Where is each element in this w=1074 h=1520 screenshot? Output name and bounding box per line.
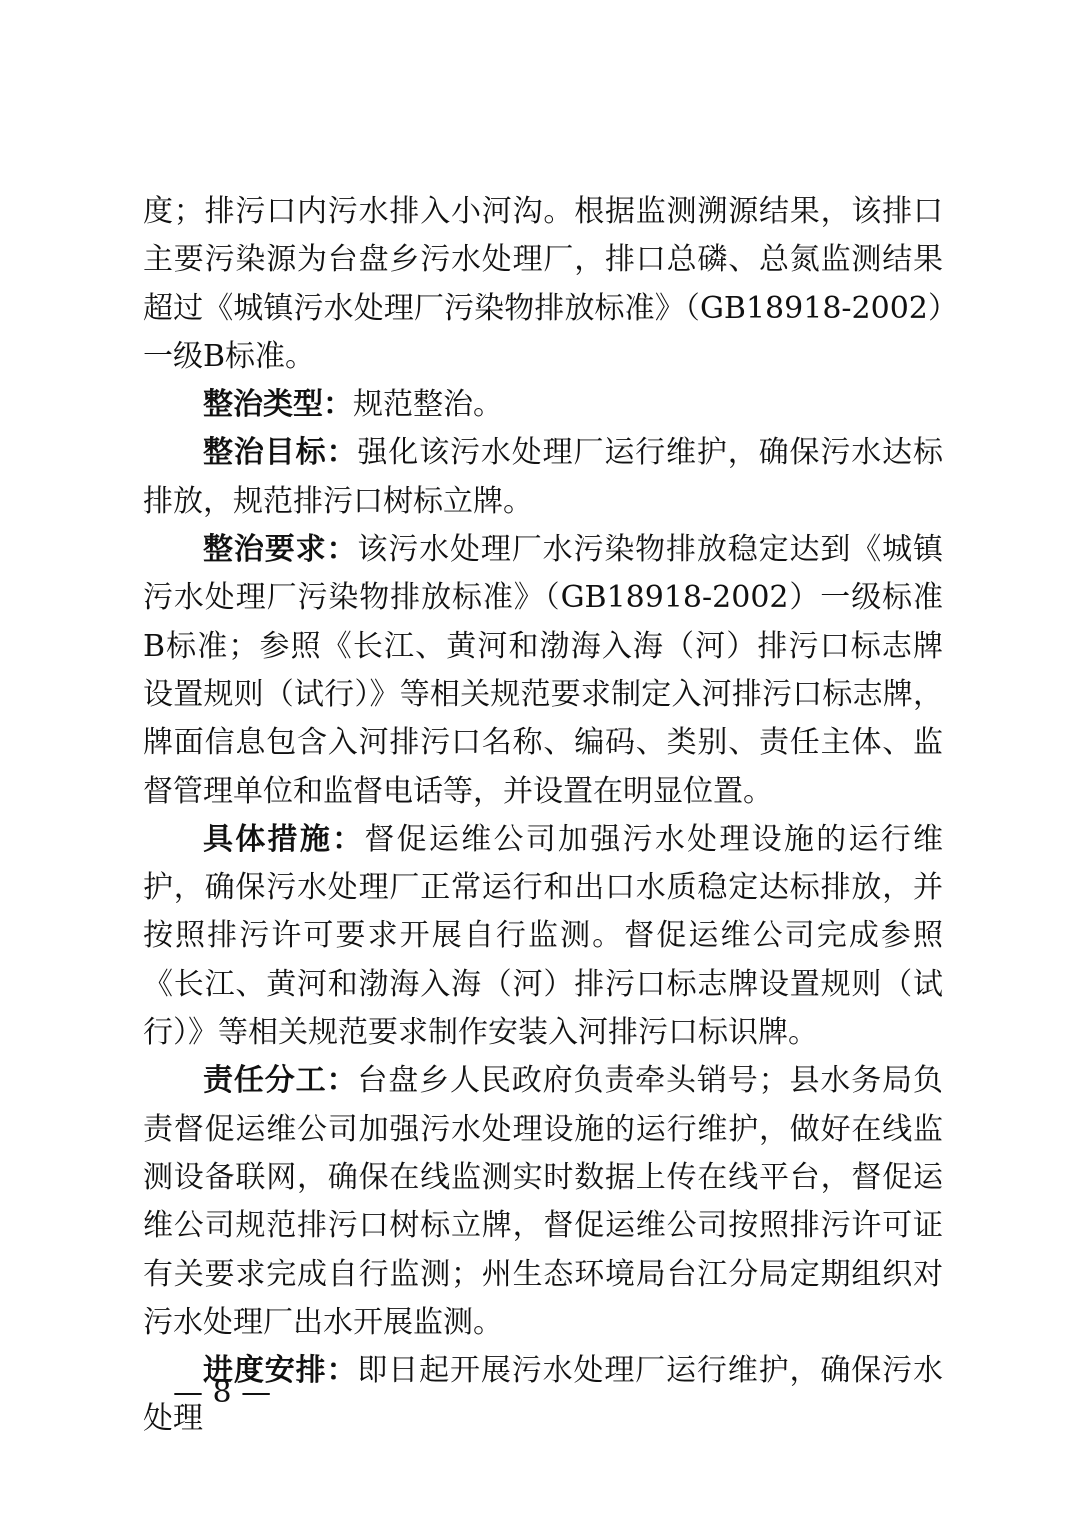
paragraph-responsibility-division (143, 1057, 943, 1347)
paragraph-label: 进度安排： (203, 1353, 358, 1389)
paragraph-remediation-goal (143, 429, 943, 526)
paragraph-text: 规范整治。 (353, 387, 503, 423)
paragraph-label: 整治类型： (203, 387, 353, 423)
paragraph-text: 该污水处理厂水污染物排放稳定达到《城镇污水处理厂污染物排放标准》（GB18918-2002）一级标准B标准；参照《长江、黄河和渤海入海（河）排污口标志牌设置规则（试行）》等相关规范要求制定入河排污口标志牌，牌面信息包含入河排污口名称、编码、类别、责任主体、监督管理单位和监督电话等，并设置在明显位置。 (143, 532, 944, 809)
paragraph-label: 整治要求： (203, 532, 358, 568)
paragraph-label: 整治目标： (203, 435, 358, 471)
paragraph-text: 强化该污水处理厂运行维护，确保污水达标排放，规范排污口树标立牌。 (143, 435, 944, 519)
document-body (143, 188, 943, 1444)
paragraph-remediation-type (143, 381, 943, 429)
paragraph-text: 即日起开展污水处理厂运行维护，确保污水处理 (143, 1353, 944, 1437)
page-number: — 8 — (173, 1375, 272, 1410)
paragraph-label: 责任分工： (203, 1063, 358, 1099)
paragraph-text: 督促运维公司加强污水处理设施的运行维护，确保污水处理厂正常运行和出口水质稳定达标排放，并按照排污许可要求开展自行监测。督促运维公司完成参照《长江、黄河和渤海入海（河）排污口标志牌设置规则（试行）》等相关规范要求制作安装入河排污口标识牌。 (143, 821, 944, 1051)
paragraph-specific-measures (143, 816, 943, 1057)
paragraph-remediation-requirements (143, 526, 943, 816)
paragraph-label: 具体措施： (203, 821, 365, 857)
paragraph-text: 台盘乡人民政府负责牵头销号；县水务局负责督促运维公司加强污水处理设施的运行维护，做好在线监测设备联网，确保在线监测实时数据上传在线平台，督促运维公司规范排污口树标立牌，督促运维公司按照排污许可证有关要求完成自行监测；州生态环境局台江分局定期组织对污水处理厂出水开展监测。 (143, 1063, 944, 1340)
paragraph-text: 度；排污口内污水排入小河沟。根据监测溯源结果，该排口主要污染源为台盘乡污水处理厂，排口总磷、总氮监测结果超过《城镇污水处理厂污染物排放标准》（GB18918-2002）一级B标准。 (143, 194, 943, 374)
paragraph-continuation (143, 188, 943, 381)
